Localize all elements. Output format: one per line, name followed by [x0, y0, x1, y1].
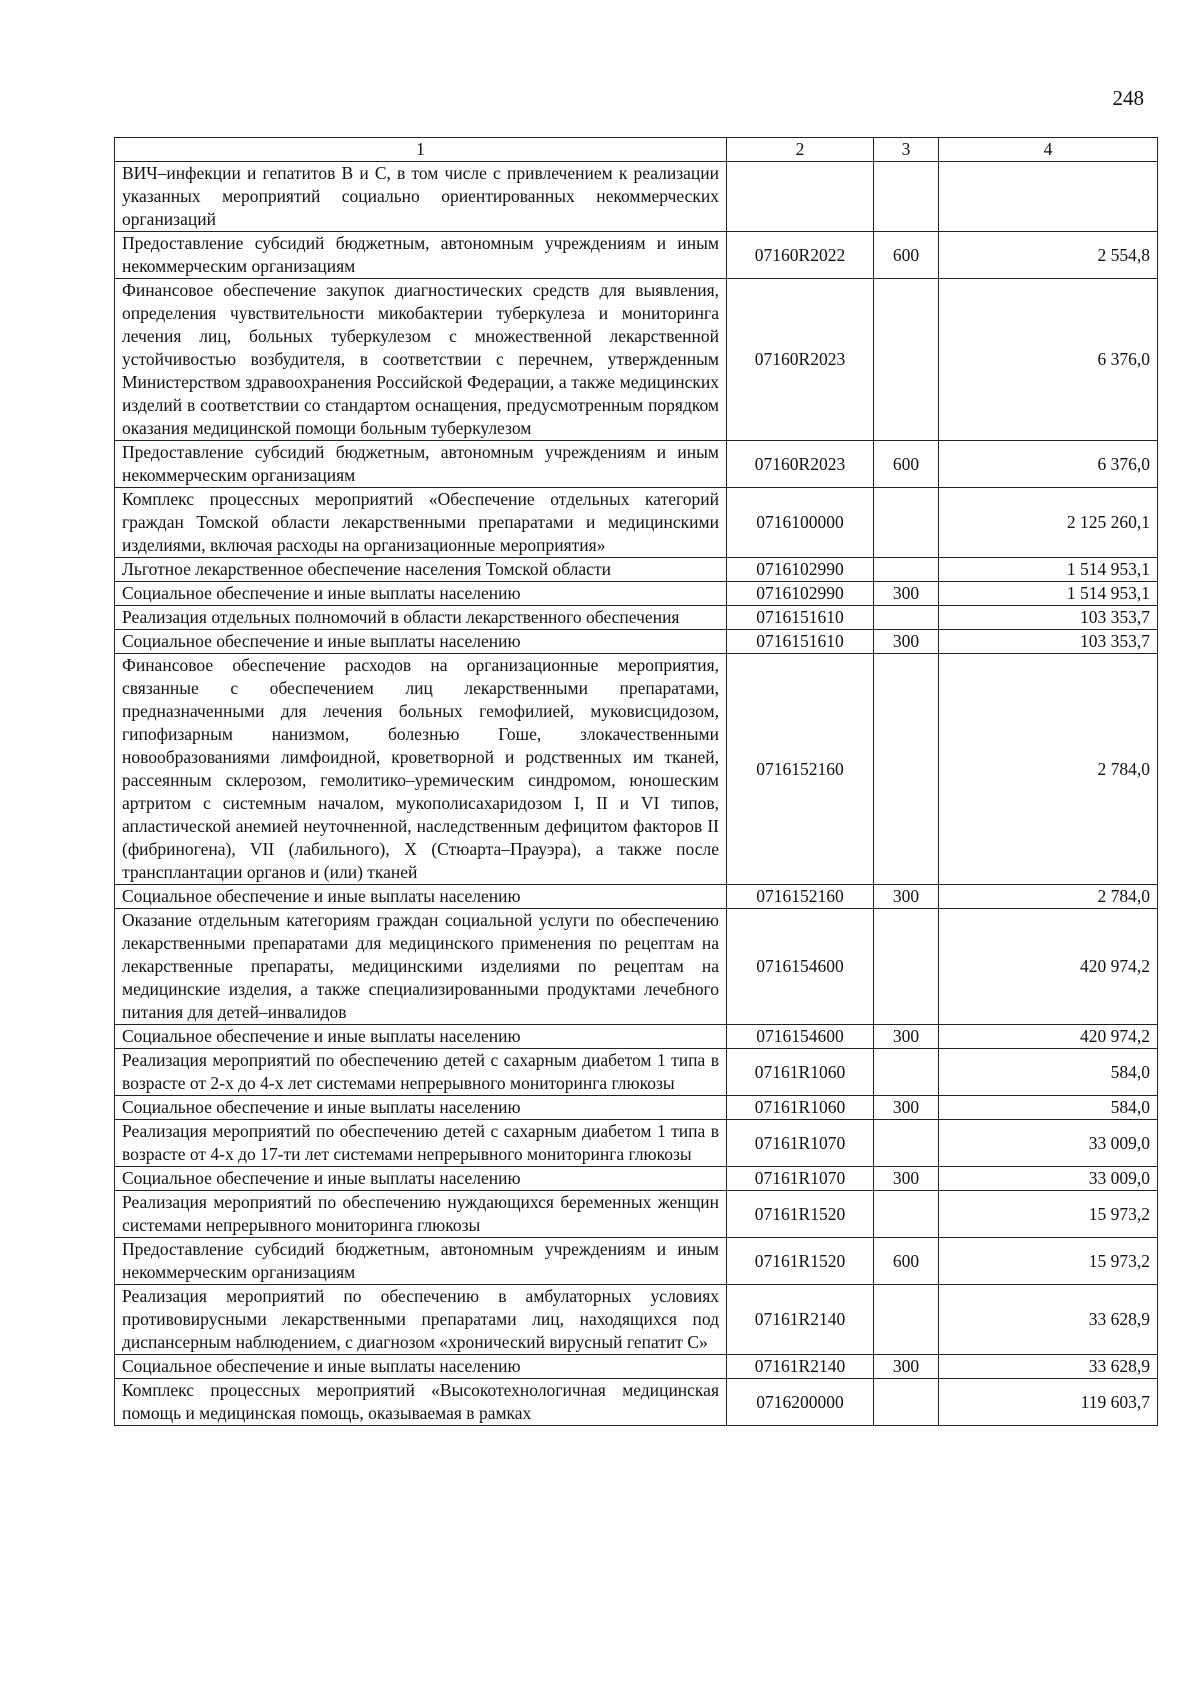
table-row: [115, 1025, 1158, 1049]
target-code: 0716100000: [727, 488, 874, 558]
table-row: [115, 909, 1158, 1025]
budget-table: [114, 137, 1158, 1426]
header-col-2: 2: [727, 138, 874, 162]
target-code: 0716200000: [727, 1379, 874, 1426]
header-row: [115, 138, 1158, 162]
target-code: 07161R2140: [727, 1285, 874, 1355]
amount: 33 628,9: [939, 1355, 1158, 1379]
table-row: [115, 1379, 1158, 1426]
amount: 6 376,0: [939, 279, 1158, 441]
amount: 33 009,0: [939, 1120, 1158, 1167]
table-row: [115, 1167, 1158, 1191]
target-code: 07161R1060: [727, 1096, 874, 1120]
target-code: 07161R1520: [727, 1191, 874, 1238]
item-name: Социальное обеспечение и иные выплаты населению: [115, 1096, 727, 1120]
target-code: 0716154600: [727, 1025, 874, 1049]
expense-type: 300: [874, 885, 939, 909]
table-row: [115, 232, 1158, 279]
amount: 103 353,7: [939, 630, 1158, 654]
item-name: Финансовое обеспечение закупок диагностических средств для выявления, определения чувствительности микобактерии туберкулеза и мониторинга лечения лиц, больных туберкулезом с множественной лекарственной устойчивостью возбудителя, в соответствии с перечнем, утвержденным Министерством здравоохранения Российской Федерации, а также медицинских изделий в соответствии со стандартом оснащения, предусмотренным порядком оказания медицинской помощи больным туберкулезом: [115, 279, 727, 441]
table-row: [115, 558, 1158, 582]
header-col-3: 3: [874, 138, 939, 162]
item-name: Социальное обеспечение и иные выплаты населению: [115, 582, 727, 606]
target-code: 07161R1060: [727, 1049, 874, 1096]
amount: 1 514 953,1: [939, 582, 1158, 606]
expense-type: 300: [874, 1355, 939, 1379]
item-name: Социальное обеспечение и иные выплаты населению: [115, 1167, 727, 1191]
expense-type: 600: [874, 441, 939, 488]
amount: 1 514 953,1: [939, 558, 1158, 582]
amount: 584,0: [939, 1049, 1158, 1096]
item-name: ВИЧ–инфекции и гепатитов B и C, в том числе с привлечением к реализации указанных мероприятий социально ориентированных некоммерческих организаций: [115, 162, 727, 232]
expense-type: 300: [874, 630, 939, 654]
expense-type: [874, 162, 939, 232]
table-row: [115, 488, 1158, 558]
expense-type: 600: [874, 232, 939, 279]
expense-type: [874, 1285, 939, 1355]
amount: 2 784,0: [939, 654, 1158, 885]
item-name: Предоставление субсидий бюджетным, автономным учреждениям и иным некоммерческим организациям: [115, 232, 727, 279]
item-name: Финансовое обеспечение расходов на организационные мероприятия, связанные с обеспечением лиц лекарственными препаратами, предназначенными для лечения больных гемофилией, муковисцидозом, гипофизарным нанизмом, болезнью Гоше, злокачественными новообразованиями лимфоидной, кроветворной и родственных им тканей, рассеянным склерозом, гемолитико–уремическим синдромом, юношеским артритом с системным началом, мукополисахаридозом I, II и VI типов, апластической анемией неуточненной, наследственным дефицитом факторов II (фибриногена), VII (лабильного), X (Стюарта–Прауэра), а также после трансплантации органов и (или) тканей: [115, 654, 727, 885]
table-row: [115, 162, 1158, 232]
table-row: [115, 885, 1158, 909]
item-name: Реализация отдельных полномочий в области лекарственного обеспечения: [115, 606, 727, 630]
target-code: 07160R2023: [727, 279, 874, 441]
amount: [939, 162, 1158, 232]
expense-type: [874, 1049, 939, 1096]
target-code: 0716151610: [727, 630, 874, 654]
target-code: 0716102990: [727, 558, 874, 582]
amount: 15 973,2: [939, 1191, 1158, 1238]
table-row: [115, 654, 1158, 885]
table-row: [115, 1191, 1158, 1238]
item-name: Реализация мероприятий по обеспечению нуждающихся беременных женщин системами непрерывного мониторинга глюкозы: [115, 1191, 727, 1238]
item-name: Социальное обеспечение и иные выплаты населению: [115, 1355, 727, 1379]
table-row: [115, 1049, 1158, 1096]
target-code: 07161R1520: [727, 1238, 874, 1285]
expense-type: [874, 909, 939, 1025]
table-row: [115, 1355, 1158, 1379]
item-name: Комплекс процессных мероприятий «Высокотехнологичная медицинская помощь и медицинская помощь, оказываемая в рамках: [115, 1379, 727, 1426]
expense-type: [874, 1191, 939, 1238]
table-row: [115, 1096, 1158, 1120]
target-code: 0716154600: [727, 909, 874, 1025]
header-col-1: 1: [115, 138, 727, 162]
table-row: [115, 606, 1158, 630]
target-code: 0716151610: [727, 606, 874, 630]
item-name: Социальное обеспечение и иные выплаты населению: [115, 1025, 727, 1049]
expense-type: 300: [874, 1096, 939, 1120]
amount: 2 125 260,1: [939, 488, 1158, 558]
item-name: Льготное лекарственное обеспечение населения Томской области: [115, 558, 727, 582]
target-code: 07161R1070: [727, 1120, 874, 1167]
target-code: [727, 162, 874, 232]
amount: 33 628,9: [939, 1285, 1158, 1355]
expense-type: [874, 558, 939, 582]
target-code: 07161R1070: [727, 1167, 874, 1191]
amount: 6 376,0: [939, 441, 1158, 488]
expense-type: 600: [874, 1238, 939, 1285]
amount: 2 784,0: [939, 885, 1158, 909]
item-name: Реализация мероприятий по обеспечению детей с сахарным диабетом 1 типа в возрасте от 4-х до 17-ти лет системами непрерывного мониторинга глюкозы: [115, 1120, 727, 1167]
target-code: 07160R2022: [727, 232, 874, 279]
expense-type: [874, 1379, 939, 1426]
table-row: [115, 582, 1158, 606]
expense-type: [874, 654, 939, 885]
item-name: Оказание отдельным категориям граждан социальной услуги по обеспечению лекарственными препаратами для медицинского применения по рецептам на лекарственные препараты, медицинскими изделиями по рецептам на медицинские изделия, а также специализированными продуктами лечебного питания для детей–инвалидов: [115, 909, 727, 1025]
amount: 2 554,8: [939, 232, 1158, 279]
amount: 15 973,2: [939, 1238, 1158, 1285]
table-row: [115, 1120, 1158, 1167]
item-name: Реализация мероприятий по обеспечению в амбулаторных условиях противовирусными лекарственными препаратами лиц, находящихся под диспансерным наблюдением, с диагнозом «хронический вирусный гепатит С»: [115, 1285, 727, 1355]
table-row: [115, 279, 1158, 441]
expense-type: [874, 279, 939, 441]
expense-type: [874, 488, 939, 558]
expense-type: [874, 1120, 939, 1167]
expense-type: 300: [874, 582, 939, 606]
expense-type: [874, 606, 939, 630]
table-row: [115, 1238, 1158, 1285]
header-col-4: 4: [939, 138, 1158, 162]
amount: 33 009,0: [939, 1167, 1158, 1191]
amount: 119 603,7: [939, 1379, 1158, 1426]
target-code: 0716102990: [727, 582, 874, 606]
amount: 420 974,2: [939, 1025, 1158, 1049]
table-row: [115, 1285, 1158, 1355]
expense-type: 300: [874, 1025, 939, 1049]
expense-type: 300: [874, 1167, 939, 1191]
table-row: [115, 630, 1158, 654]
amount: 584,0: [939, 1096, 1158, 1120]
item-name: Комплекс процессных мероприятий «Обеспечение отдельных категорий граждан Томской области лекарственными препаратами и медицинскими изделиями, включая расходы на организационные мероприятия»: [115, 488, 727, 558]
item-name: Реализация мероприятий по обеспечению детей с сахарным диабетом 1 типа в возрасте от 2-х до 4-х лет системами непрерывного мониторинга глюкозы: [115, 1049, 727, 1096]
target-code: 0716152160: [727, 885, 874, 909]
item-name: Предоставление субсидий бюджетным, автономным учреждениям и иным некоммерческим организациям: [115, 441, 727, 488]
target-code: 07160R2023: [727, 441, 874, 488]
item-name: Предоставление субсидий бюджетным, автономным учреждениям и иным некоммерческим организациям: [115, 1238, 727, 1285]
amount: 103 353,7: [939, 606, 1158, 630]
target-code: 0716152160: [727, 654, 874, 885]
target-code: 07161R2140: [727, 1355, 874, 1379]
table-row: [115, 441, 1158, 488]
item-name: Социальное обеспечение и иные выплаты населению: [115, 885, 727, 909]
amount: 420 974,2: [939, 909, 1158, 1025]
page-number: 248: [1112, 86, 1144, 110]
item-name: Социальное обеспечение и иные выплаты населению: [115, 630, 727, 654]
